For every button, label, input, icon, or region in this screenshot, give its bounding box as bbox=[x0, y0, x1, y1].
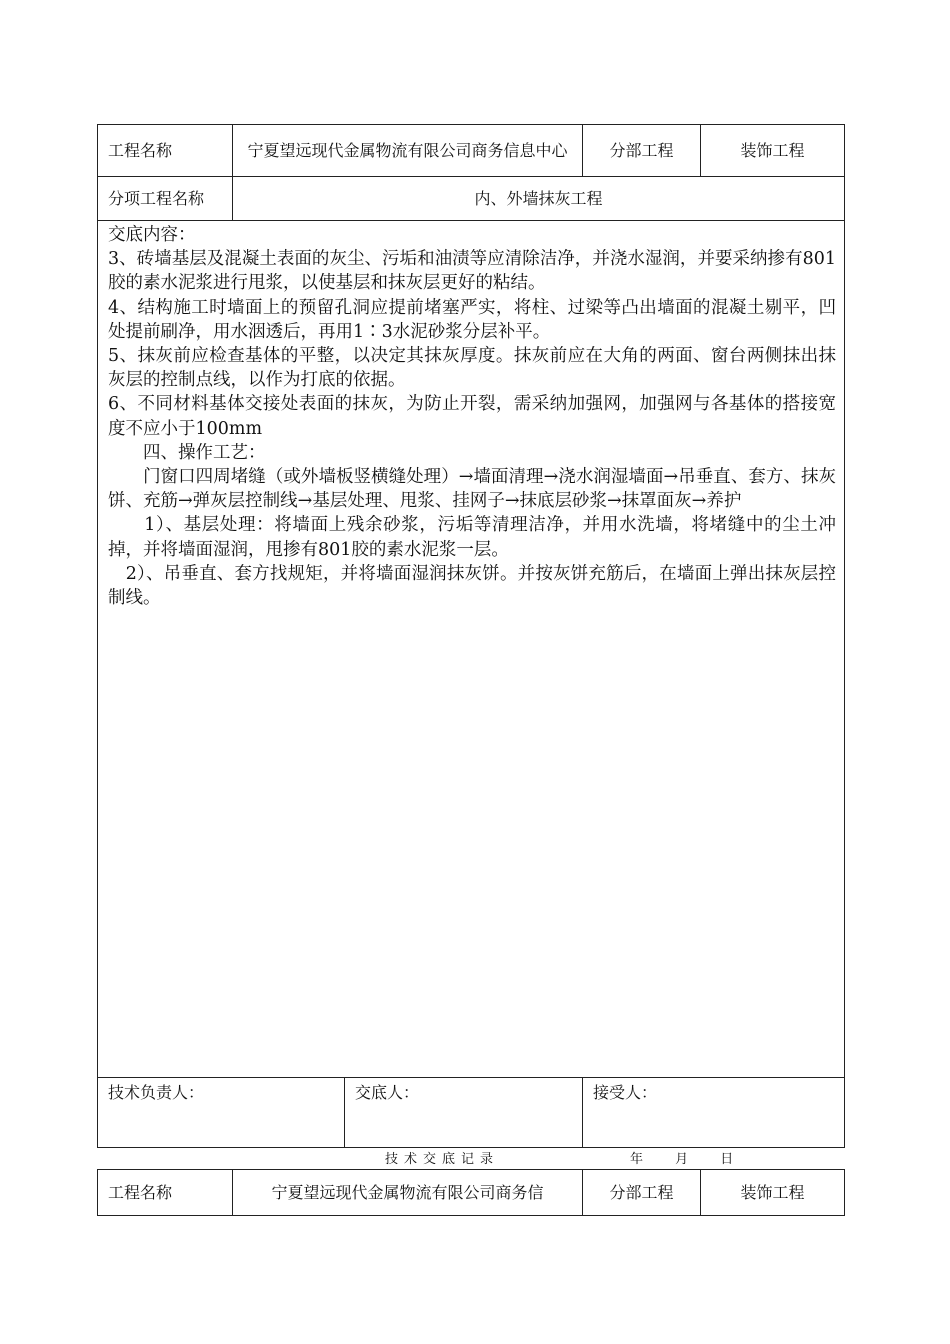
date-label: 年 月 日 bbox=[630, 1152, 748, 1167]
record-title: 技术交底记录 bbox=[385, 1152, 500, 1167]
discloser-signature-cell bbox=[345, 1078, 583, 1148]
division-label: 分部工程 bbox=[583, 1170, 701, 1216]
paragraph: 1）、基层处理：将墙面上残余砂浆，污垢等清理洁净，并用水洗墙，将堵缝中的尘土冲掉，并将墙面湿润，甩掺有801胶的素水泥浆一层。 bbox=[108, 515, 837, 560]
content-label: 交底内容： bbox=[108, 225, 196, 245]
paragraph: 门窗口四周堵缝（或外墙板竖横缝处理）→墙面清理→浇水润湿墙面→吊垂直、套方、抹灰饼、充筋→弹灰层控制线→基层处理、甩浆、挂网子→抹底层砂浆→抹罩面灰→养护 bbox=[108, 467, 837, 512]
paragraph: 2）、吊垂直、套方找规矩，并将墙面湿润抹灰饼。并按灰饼充筋后，在墙面上弹出抹灰层控制线。 bbox=[108, 563, 837, 609]
subitem-label: 分项工程名称 bbox=[98, 177, 233, 221]
receiver-label: 接受人： bbox=[593, 1083, 658, 1102]
tech-lead-signature-cell bbox=[98, 1078, 345, 1148]
section-heading: 四、操作工艺： bbox=[108, 442, 266, 463]
project-name-label: 工程名称 bbox=[98, 1170, 233, 1216]
disclosure-table-next bbox=[97, 1169, 845, 1216]
paragraph: 4、结构施工时墙面上的预留孔洞应提前堵塞严实，将柱、过梁等凸出墙面的混凝土剔平，凹处提前刷净，用水洇透后，再用1∶3水泥砂浆分层补平。 bbox=[108, 297, 837, 342]
receiver-signature-cell bbox=[583, 1078, 845, 1148]
paragraph: 3、砖墙基层及混凝土表面的灰尘、污垢和油渍等应清除洁净，并浇水湿润，并要采纳掺有801胶的素水泥浆进行甩浆，以使基层和抹灰层更好的粘结。 bbox=[108, 249, 837, 294]
division-value: 装饰工程 bbox=[701, 1170, 845, 1216]
disclosure-content bbox=[98, 221, 844, 610]
disclosure-content-cell bbox=[98, 221, 845, 1078]
project-name-value: 宁夏望远现代金属物流有限公司商务信 bbox=[233, 1170, 583, 1216]
discloser-label: 交底人： bbox=[355, 1083, 420, 1102]
disclosure-table bbox=[97, 124, 845, 1148]
subitem-value: 内、外墙抹灰工程 bbox=[233, 177, 845, 221]
division-value: 装饰工程 bbox=[701, 125, 845, 177]
project-name-label: 工程名称 bbox=[98, 125, 233, 177]
division-label: 分部工程 bbox=[583, 125, 701, 177]
paragraph: 5、抹灰前应检查基体的平整，以决定其抹灰厚度。抹灰前应在大角的两面、窗台两侧抹出抹灰层的控制点线，以作为打底的依据。 bbox=[108, 346, 837, 391]
paragraph: 6、不同材料基体交接处表面的抹灰，为防止开裂，需采纳加强网，加强网与各基体的搭接宽度不应小于100mm bbox=[108, 394, 837, 439]
tech-lead-label: 技术负责人： bbox=[108, 1083, 205, 1102]
project-name-value: 宁夏望远现代金属物流有限公司商务信息中心 bbox=[233, 125, 583, 177]
